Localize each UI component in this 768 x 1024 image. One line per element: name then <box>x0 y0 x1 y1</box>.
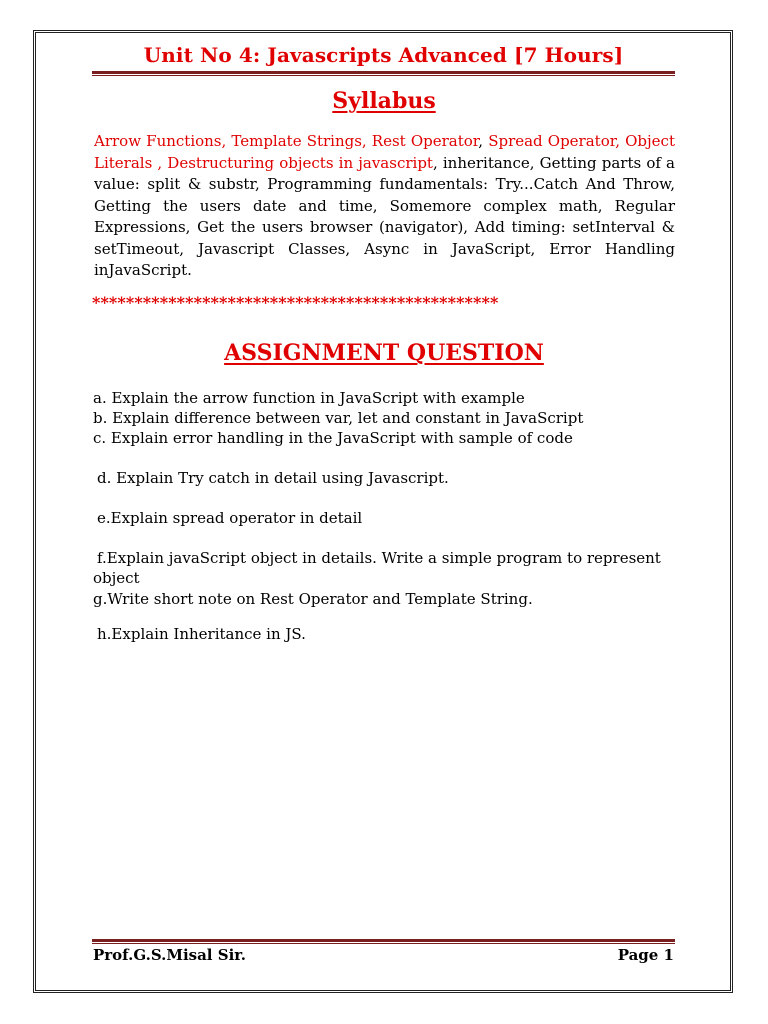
syllabus-red-topics-1: Arrow Functions, Template Strings, Rest Operator <box>94 132 479 150</box>
syllabus-heading <box>0 88 768 114</box>
syllabus-heading-text: Syllabus <box>332 88 436 114</box>
page-number: Page 1 <box>617 946 674 964</box>
question-g: g.Write short note on Rest Operator and Template String. <box>93 590 533 608</box>
footer-author: Prof.G.S.Misal Sir. <box>93 946 247 964</box>
question-h: h.Explain Inheritance in JS. <box>97 625 306 643</box>
syllabus-red-topics-2: Spread Operator, Object Literals , Destructuring objects in javascript <box>94 132 675 172</box>
star-separator: ************************************************ <box>92 293 499 312</box>
assignment-heading-text: ASSIGNMENT QUESTION <box>224 340 544 366</box>
unit-title: Unit No 4: Javascripts Advanced [7 Hours] <box>143 43 624 67</box>
footer-rule <box>92 939 675 944</box>
syllabus-black-topics: , inheritance, Getting parts of a value: split & substr, Programming fundamentals: Try...Catch And Throw, Getting the users date and time, Somemore complex math, Regular Expressions, Get the users browser (navigator), Add timing: setInterval & setTimeout, Javascript Classes, Async in JavaScript, Error Handling inJavaScript. <box>94 153 675 279</box>
question-f-text: f.Explain javaScript object in details. Write a simple program to represent object <box>93 549 661 587</box>
assignment-heading <box>0 340 768 366</box>
question-d: d. Explain Try catch in detail using Javascript. <box>97 469 449 487</box>
question-e: e.Explain spread operator in detail <box>97 509 363 527</box>
syllabus-separator: , <box>478 132 489 150</box>
syllabus-text <box>94 131 675 282</box>
question-c: c. Explain error handling in the JavaScript with sample of code <box>93 429 573 447</box>
header-rule <box>92 71 675 76</box>
question-f <box>93 548 675 588</box>
question-b: b. Explain difference between var, let and constant in JavaScript <box>93 409 584 427</box>
question-a: a. Explain the arrow function in JavaScript with example <box>93 389 525 407</box>
